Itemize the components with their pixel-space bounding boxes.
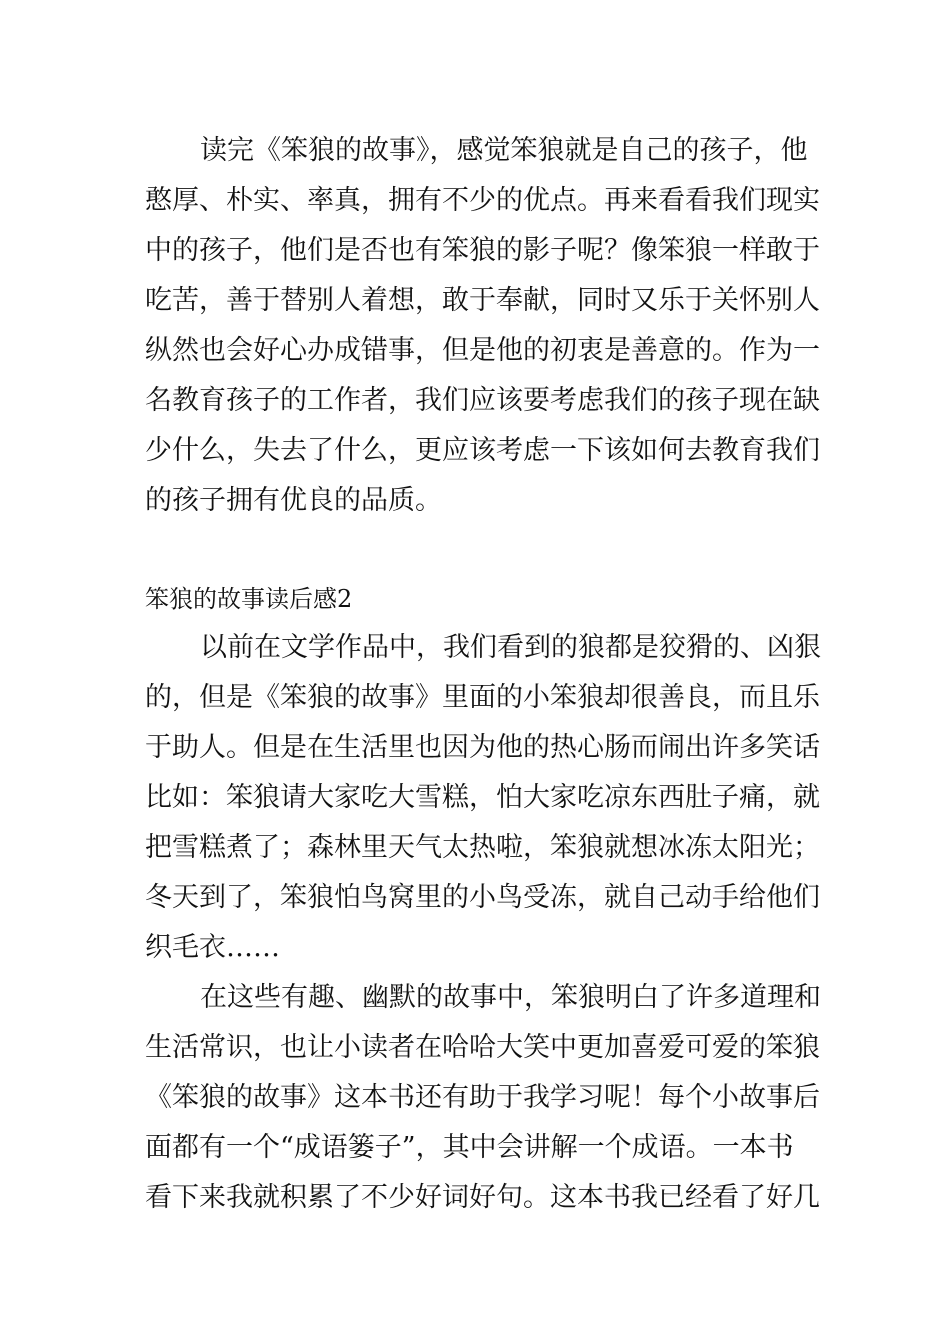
paragraph-2-line-4: 比如：笨狼请大家吃大雪糕，怕大家吃凉东西肚子痛，就 — [145, 782, 820, 813]
section-heading: 笨狼的故事读后感2 — [145, 585, 353, 613]
paragraph-3-line-5: 看下来我就积累了不少好词好句。这本书我已经看了好几 — [145, 1182, 820, 1213]
paragraph-1-line-7: 少什么，失去了什么，更应该考虑一下该如何去教育我们 — [145, 435, 820, 466]
paragraph-2-line-3: 于助人。但是在生活里也因为他的热心肠而闹出许多笑话 — [145, 732, 820, 763]
paragraph-1-line-8: 的孩子拥有优良的品质。 — [145, 485, 442, 516]
paragraph-1-line-5: 纵然也会好心办成错事，但是他的初衷是善意的。作为一 — [145, 335, 820, 366]
paragraph-1-line-4: 吃苦，善于替别人着想，敢于奉献，同时又乐于关怀别人 — [145, 285, 820, 316]
paragraph-2-line-1: 以前在文学作品中，我们看到的狼都是狡猾的、凶狠 — [200, 632, 821, 663]
paragraph-1-line-2: 憨厚、朴实、率真，拥有不少的优点。再来看看我们现实 — [145, 185, 820, 216]
paragraph-2-line-5: 把雪糕煮了；森林里天气太热啦，笨狼就想冰冻太阳光； — [145, 832, 820, 863]
paragraph-3-line-2: 生活常识，也让小读者在哈哈大笑中更加喜爱可爱的笨狼 — [145, 1032, 820, 1063]
paragraph-2-line-7: 织毛衣…… — [145, 932, 280, 963]
paragraph-2-line-2: 的，但是《笨狼的故事》里面的小笨狼却很善良，而且乐 — [145, 682, 820, 713]
paragraph-1-line-6: 名教育孩子的工作者，我们应该要考虑我们的孩子现在缺 — [145, 385, 820, 416]
paragraph-3-line-3: 《笨狼的故事》这本书还有助于我学习呢！每个小故事后 — [145, 1082, 820, 1113]
paragraph-3-line-1: 在这些有趣、幽默的故事中，笨狼明白了许多道理和 — [200, 982, 821, 1013]
paragraph-3-line-4: 面都有一个“成语篓子”，其中会讲解一个成语。一本书 — [145, 1132, 794, 1163]
paragraph-1-line-1: 读完《笨狼的故事》，感觉笨狼就是自己的孩子，他 — [200, 135, 808, 166]
paragraph-1-line-3: 中的孩子，他们是否也有笨狼的影子呢？像笨狼一样敢于 — [145, 235, 820, 266]
paragraph-2-line-6: 冬天到了，笨狼怕鸟窝里的小鸟受冻，就自己动手给他们 — [145, 882, 820, 913]
